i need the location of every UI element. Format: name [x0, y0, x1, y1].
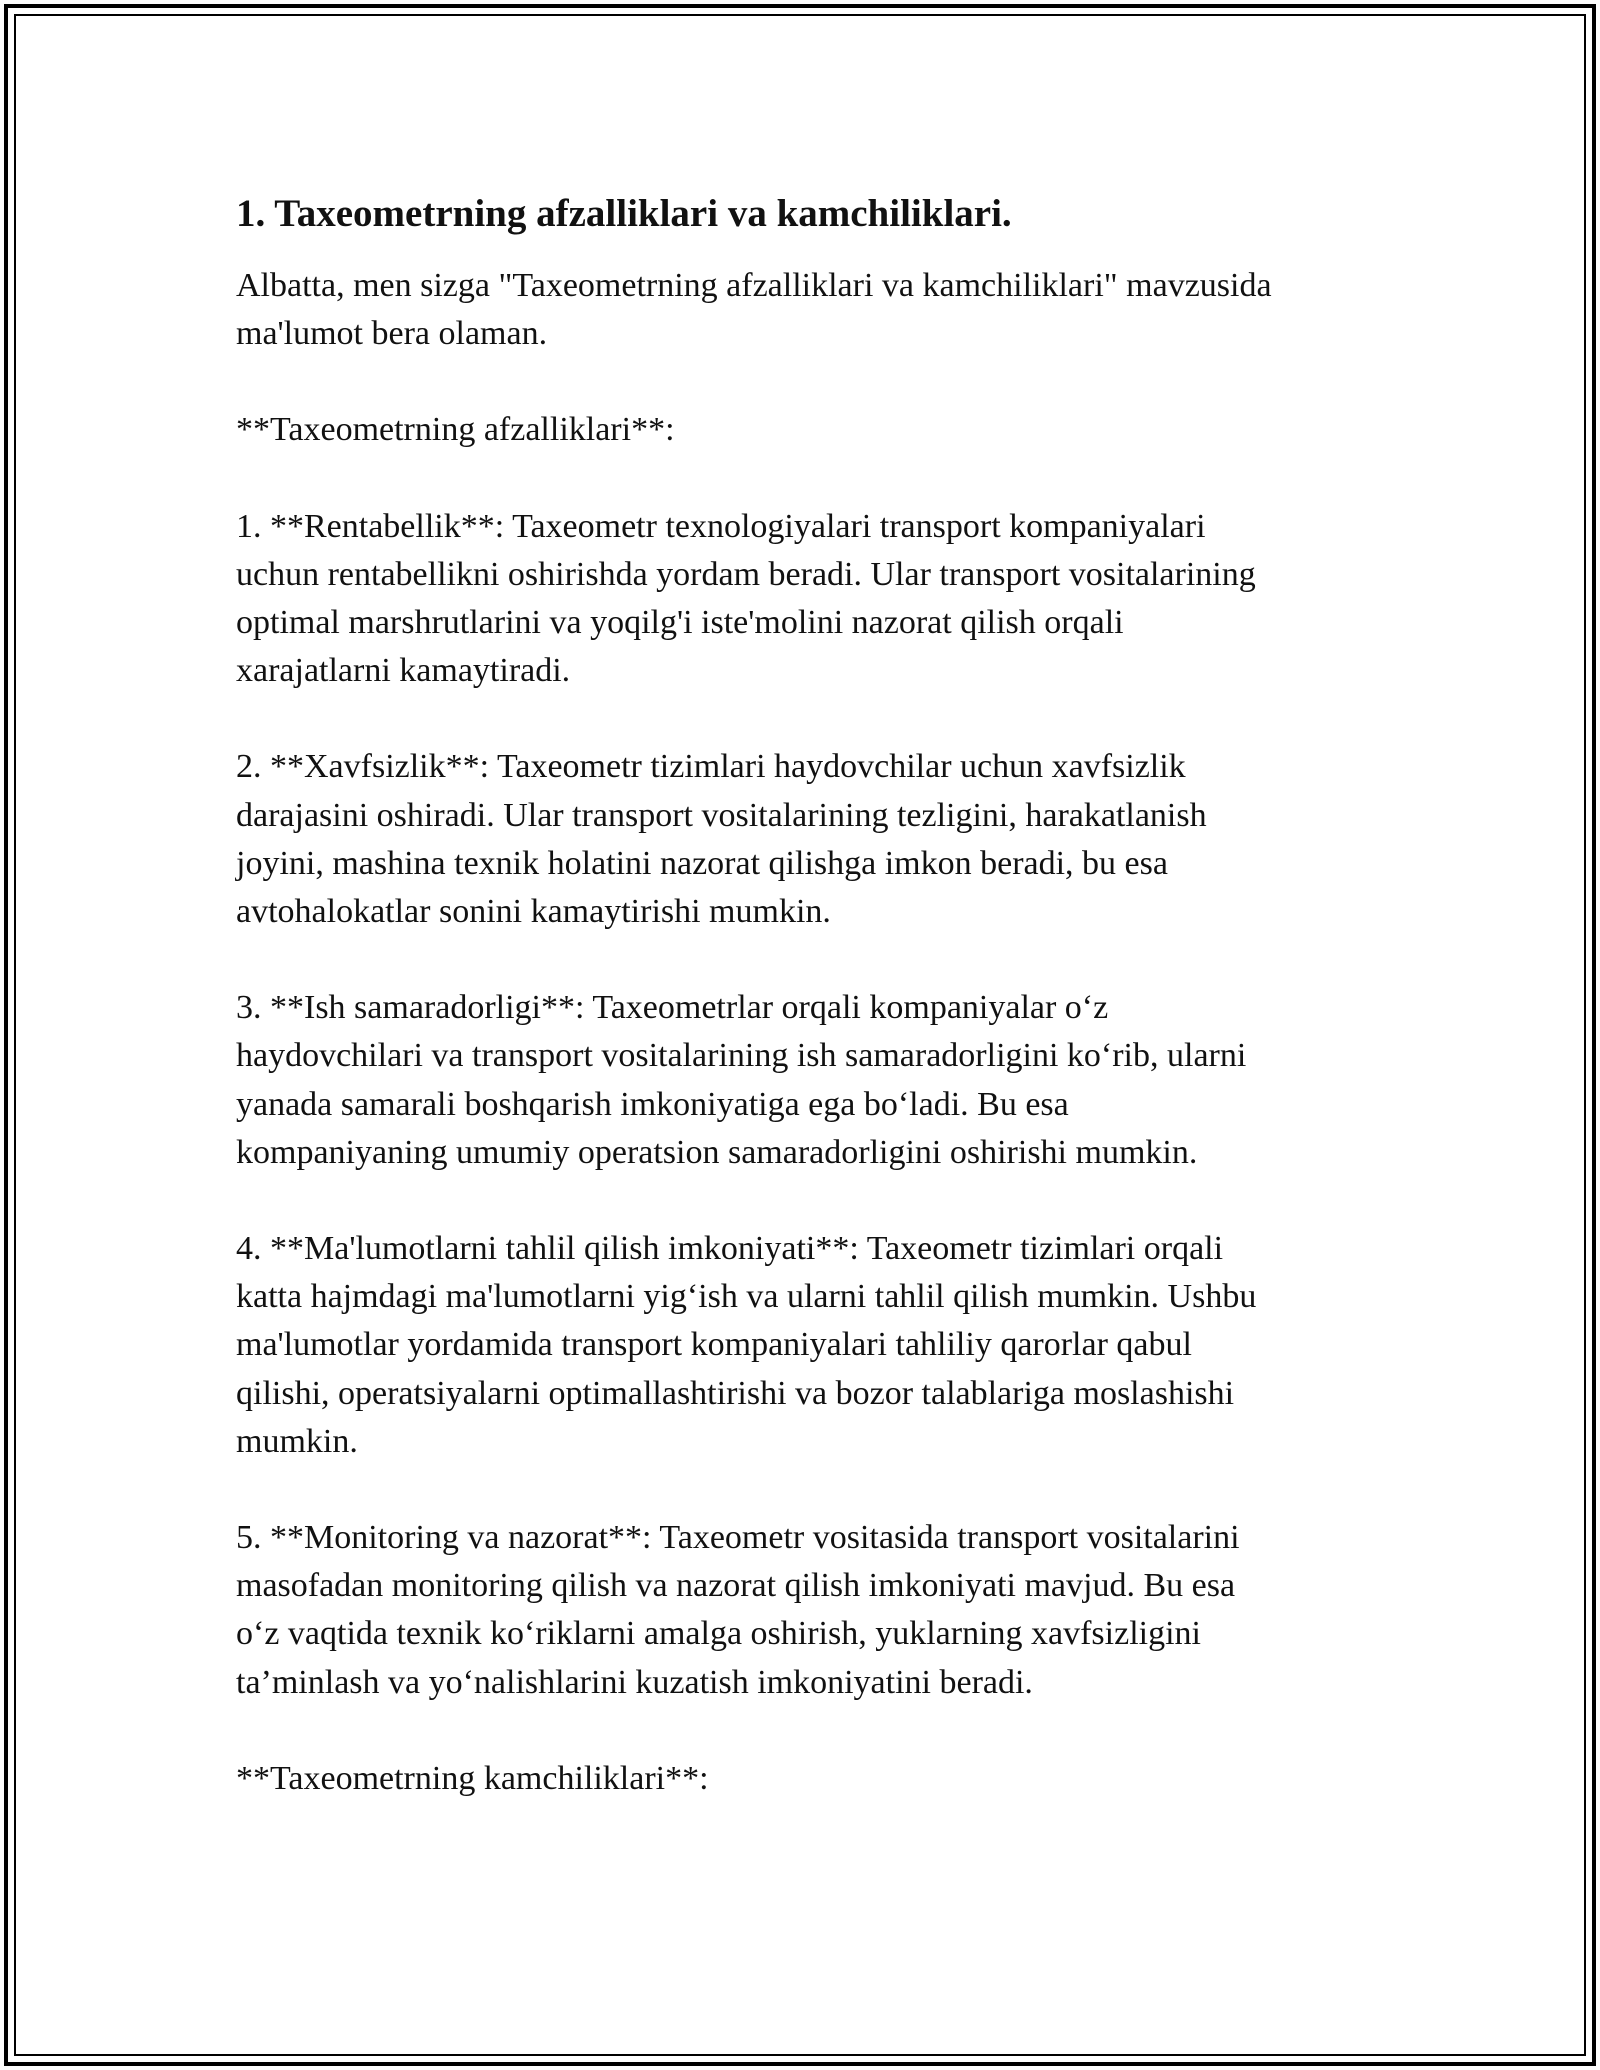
text-line: avtohalokatlar sonini kamaytirishi mumkin. — [236, 893, 831, 931]
intro-paragraph — [236, 262, 1366, 358]
text-line: qilishi, operatsiyalarni optimallashtirishi va bozor talablariga moslashishi — [236, 1374, 1235, 1412]
text-line: uchun rentabellikni oshirishda yordam beradi. Ular transport vositalarining — [236, 555, 1256, 593]
text-line: 1. **Rentabellik**: Taxeometr texnologiyalari transport kompaniyalari — [236, 507, 1206, 545]
advantage-item-5 — [236, 1514, 1366, 1707]
text-line: mumkin. — [236, 1422, 358, 1460]
disadvantages-subheading — [236, 1755, 1366, 1803]
text-line: o‘z vaqtida texnik ko‘riklarni amalga oshirish, yuklarning xavfsizligini — [236, 1615, 1201, 1653]
text-line: ta’minlash va yo‘nalishlarini kuzatish imkoniyatini beradi. — [236, 1663, 1033, 1701]
text-line: joyini, mashina texnik holatini nazorat qilishga imkon beradi, bu esa — [236, 844, 1168, 882]
advantage-item-2 — [236, 743, 1366, 936]
text-line: optimal marshrutlarini va yoqilg'i iste'molini nazorat qilish orqali — [236, 604, 1124, 642]
text-line: kompaniyaning umumiy operatsion samaradorligini oshirishi mumkin. — [236, 1133, 1198, 1171]
text-line: ma'lumot bera olaman. — [236, 315, 548, 353]
text-line: 5. **Monitoring va nazorat**: Taxeometr vositasida transport vositalarini — [236, 1519, 1240, 1557]
text-line: **Taxeometrning kamchiliklari**: — [236, 1759, 709, 1797]
advantage-item-3 — [236, 984, 1366, 1177]
advantages-subheading — [236, 406, 1366, 454]
text-line: Albatta, men sizga "Taxeometrning afzalliklari va kamchiliklari" mavzusida — [236, 267, 1272, 304]
advantage-item-1 — [236, 503, 1366, 696]
text-line: masofadan monitoring qilish va nazorat qilish imkoniyati mavjud. Bu esa — [236, 1567, 1236, 1605]
text-line: haydovchilari va transport vositalarining ish samaradorligini ko‘rib, ularni — [236, 1037, 1247, 1075]
document-heading: 1. Taxeometrning afzalliklari va kamchiliklari. — [236, 192, 1012, 235]
text-line: ma'lumotlar yordamida transport kompaniyalari tahliliy qarorlar qabul — [236, 1326, 1192, 1364]
advantage-item-4 — [236, 1225, 1366, 1466]
text-line: darajasini oshiradi. Ular transport vositalarining tezligini, harakatlanish — [236, 796, 1207, 834]
text-line: 4. **Ma'lumotlarni tahlil qilish imkoniyati**: Taxeometr tizimlari orqali — [236, 1230, 1224, 1268]
text-line: **Taxeometrning afzalliklari**: — [236, 411, 675, 449]
text-line: xarajatlarni kamaytiradi. — [236, 652, 571, 690]
text-line: 3. **Ish samaradorligi**: Taxeometrlar orqali kompaniyalar o‘z — [236, 989, 1109, 1027]
text-line: 2. **Xavfsizlik**: Taxeometr tizimlari haydovchilar uchun xavfsizlik — [236, 748, 1186, 786]
text-line: katta hajmdagi ma'lumotlarni yig‘ish va ularni tahlil qilish mumkin. Ushbu — [236, 1278, 1257, 1316]
text-line: yanada samarali boshqarish imkoniyatiga ega bo‘ladi. Bu esa — [236, 1085, 1069, 1123]
document-body — [236, 188, 1366, 1851]
